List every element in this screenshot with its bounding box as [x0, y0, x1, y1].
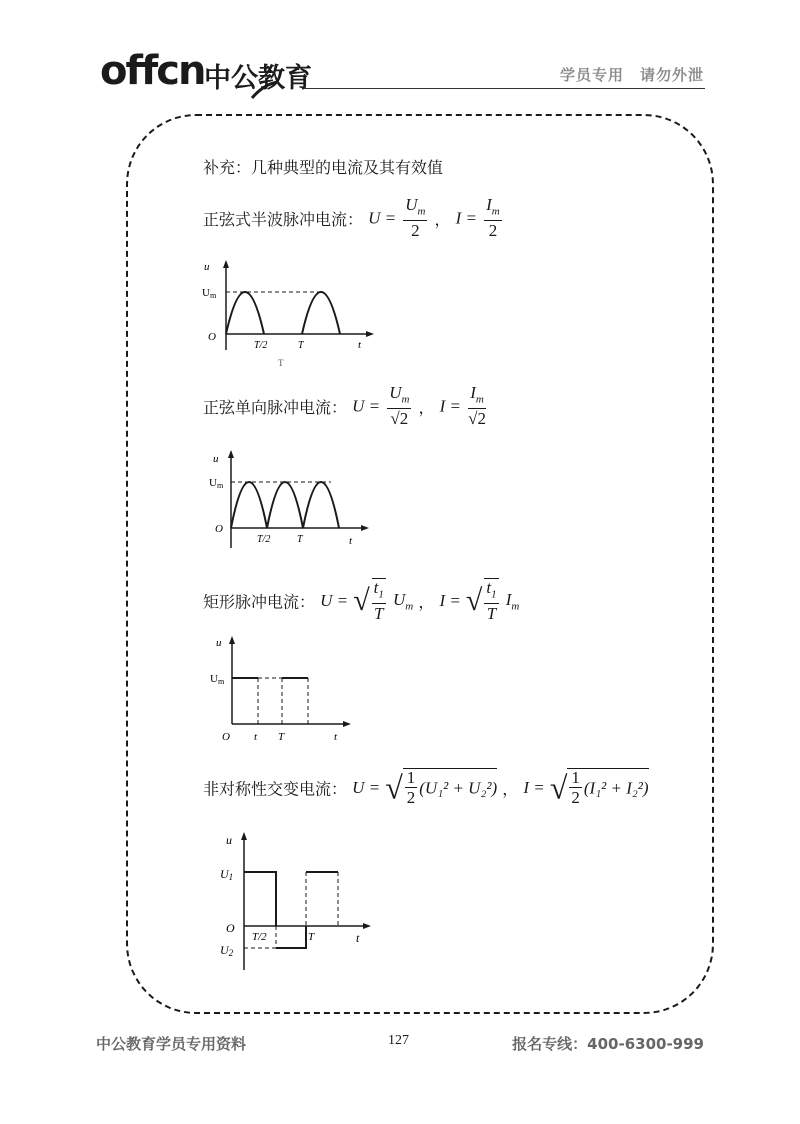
- stray-mark: T: [278, 358, 284, 368]
- i-num: I: [470, 383, 476, 402]
- i-tail: $I_m$: [505, 590, 520, 613]
- negative-pulse: [276, 926, 306, 948]
- i-den: √2: [468, 409, 486, 429]
- i-num: 1: [571, 768, 580, 787]
- page-number: 127: [388, 1033, 409, 1048]
- u-fraction: [403, 196, 427, 241]
- i-num-sub: m: [491, 205, 500, 218]
- graph-half-wave: [198, 258, 378, 370]
- header-notice: 学员专用 请勿外泄: [559, 66, 704, 84]
- i-fraction: [468, 384, 486, 429]
- u-sqrt: √ $\frac{1}{2}$ (U₁² + U₂²): [385, 768, 498, 807]
- y-axis-label: u: [204, 261, 210, 273]
- positive-pulse-1: [244, 872, 276, 926]
- wave-humps: [231, 482, 339, 528]
- graph-asymmetric: [216, 830, 376, 978]
- i-sqrt: √ $\frac{1}{2}$ (I₁² + I₂²): [549, 768, 649, 807]
- tick-period: T: [297, 534, 303, 545]
- u-fraction: [387, 384, 411, 429]
- level-neg-label: U2: [220, 943, 234, 958]
- u-tail: (U₁² + U₂²): [419, 778, 498, 798]
- u-num: t: [373, 578, 379, 597]
- footer-hotline: 报名专线：400-6300-999: [512, 1035, 704, 1053]
- separator: ，: [418, 592, 435, 612]
- i-lhs: I =: [439, 591, 461, 611]
- label-rectangular: 矩形脉冲电流：: [203, 592, 316, 612]
- wave-hump-2: [302, 292, 340, 334]
- u-num: U: [405, 195, 418, 214]
- tick-pulse-width: t: [254, 731, 258, 743]
- y-axis-label: u: [213, 453, 219, 465]
- level-label: Um: [209, 477, 224, 490]
- u-sqrt: √ $\frac{t_1}{T}$: [353, 578, 384, 624]
- label-full-wave: 正弦单向脉冲电流：: [203, 398, 348, 418]
- y-arrow-icon: [228, 450, 234, 458]
- tick-period: T: [308, 931, 315, 943]
- u-num-sub: m: [401, 393, 410, 406]
- y-arrow-icon: [223, 260, 229, 268]
- logo-wordmark: offcn: [100, 48, 205, 94]
- i-num: I: [486, 195, 492, 214]
- formula-half-wave: [203, 196, 504, 241]
- tick-half-period: T/2: [254, 340, 268, 351]
- wave-hump-1: [226, 292, 264, 334]
- i-den: 2: [488, 221, 498, 241]
- u-lhs: U =: [368, 208, 397, 228]
- i-lhs: I =: [439, 396, 462, 416]
- label-half-wave: 正弦式半波脉冲电流：: [203, 210, 364, 230]
- i-lhs: I =: [523, 778, 545, 797]
- u-den: 2: [411, 221, 420, 241]
- level-label: Um: [210, 673, 225, 686]
- origin-label: O: [215, 523, 223, 535]
- i-lhs: I =: [455, 208, 478, 228]
- x-arrow-icon: [343, 721, 351, 727]
- u-num-sub: m: [417, 205, 426, 218]
- level-label: Um: [202, 287, 217, 300]
- y-axis-label: u: [226, 833, 232, 847]
- x-axis-label: t: [358, 339, 362, 351]
- formula-asymmetric: [203, 768, 649, 808]
- tick-period: T: [298, 340, 304, 351]
- i-num-sub: m: [475, 393, 484, 406]
- x-arrow-icon: [363, 923, 371, 929]
- i-tail: (I₁² + I₂²): [583, 778, 649, 798]
- u-lhs: U =: [352, 396, 381, 416]
- formula-rectangular: [203, 578, 519, 624]
- tick-period: T: [278, 731, 285, 743]
- origin-label: O: [208, 331, 216, 343]
- u-lhs: U =: [320, 591, 349, 611]
- y-axis-label: u: [216, 637, 222, 649]
- u-den: √2: [390, 409, 409, 429]
- graph-rectangular: [206, 634, 356, 746]
- u-lhs: U =: [352, 778, 381, 797]
- tick-half-period: T/2: [257, 534, 271, 545]
- logo-chinese-name: 中公教育: [204, 63, 312, 94]
- label-asymmetric: 非对称性交变电流：: [203, 779, 348, 799]
- header-rule: [305, 88, 705, 89]
- separator: ，: [418, 398, 435, 418]
- u-den: T: [374, 604, 384, 624]
- tick-half-period: T/2: [252, 931, 267, 943]
- x-axis-label: t: [349, 535, 353, 547]
- x-axis-label: t: [334, 731, 338, 743]
- content-frame: [126, 114, 714, 1014]
- separator: ，: [434, 210, 451, 230]
- offcn-logo: [100, 40, 320, 94]
- section-heading: 补充：几种典型的电流及其有效值: [203, 158, 444, 177]
- u-num: 1: [406, 768, 416, 787]
- logo-swoosh-icon: [250, 80, 280, 100]
- u-tail: $U_m$: [393, 590, 414, 613]
- u-num-sub: 1: [378, 588, 384, 601]
- i-num: t: [486, 578, 492, 597]
- graph-full-wave: [203, 448, 373, 550]
- i-fraction: [484, 196, 502, 241]
- origin-label: O: [226, 921, 235, 935]
- u-den: 2: [406, 788, 416, 807]
- u-num: U: [389, 383, 402, 402]
- x-arrow-icon: [366, 331, 374, 337]
- formula-full-wave: [203, 384, 488, 429]
- level-pos-label: U1: [220, 867, 234, 882]
- i-den: 2: [571, 788, 580, 807]
- i-num-sub: 1: [491, 588, 497, 601]
- footer-material-note: 中公教育学员专用资料: [96, 1035, 247, 1053]
- separator: ，: [502, 779, 519, 799]
- x-axis-label: t: [356, 931, 360, 945]
- y-arrow-icon: [241, 832, 247, 840]
- i-sqrt: √ $\frac{t_1}{T}$: [465, 578, 497, 624]
- i-den: T: [486, 604, 497, 624]
- x-arrow-icon: [361, 525, 369, 531]
- origin-label: O: [222, 731, 230, 743]
- y-arrow-icon: [229, 636, 235, 644]
